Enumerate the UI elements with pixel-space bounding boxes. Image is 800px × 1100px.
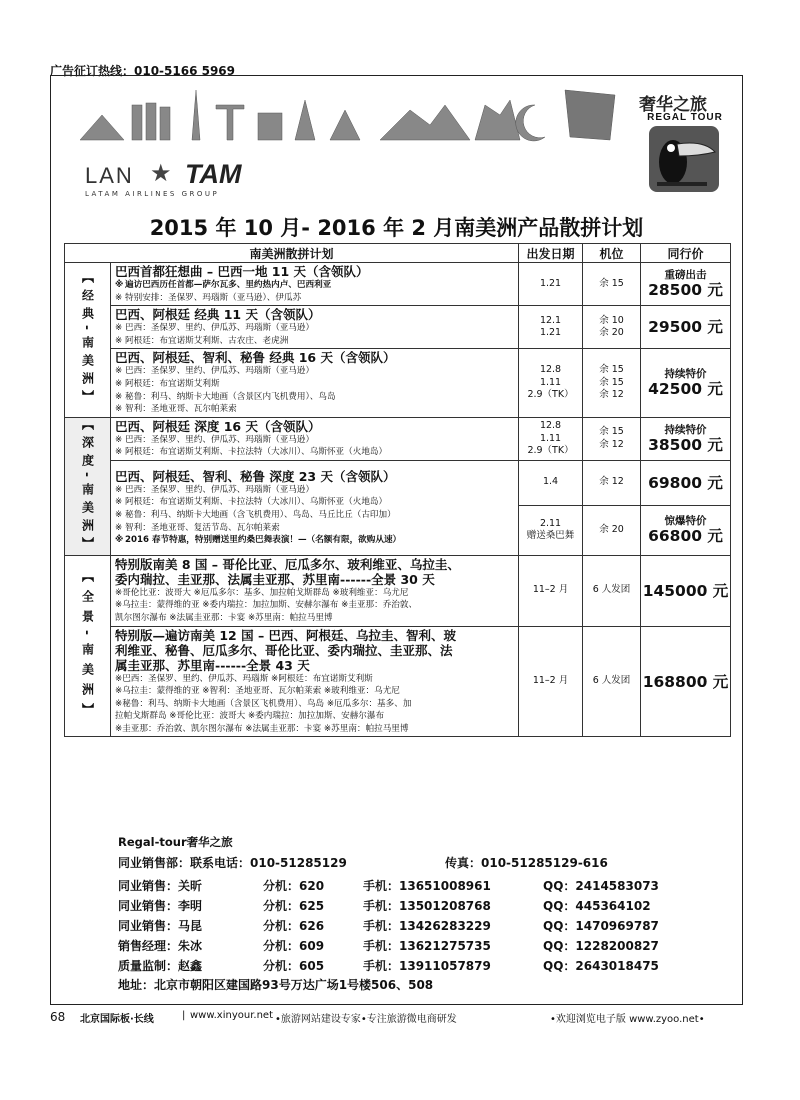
- brand-en: REGAL TOUR: [647, 112, 723, 123]
- departure-date: 1.21: [519, 263, 583, 306]
- category-deep: 【深度-南美洲】: [65, 417, 111, 555]
- table-row: [65, 417, 731, 460]
- departure-date: 11–2 月: [519, 626, 583, 737]
- company-name: Regal-tour奢华之旅: [118, 835, 233, 849]
- table-row: [65, 460, 731, 505]
- footer-ebook-link[interactable]: •欢迎浏览电子版 www.zyoo.net•: [550, 1014, 705, 1025]
- price-cell: 29500 元: [641, 306, 731, 349]
- tango-icon: [475, 100, 520, 140]
- star-icon: ★: [150, 159, 172, 187]
- col-header-date: 出发日期: [519, 244, 583, 263]
- product-desc: 巴西、阿根廷、智利、秘鲁 经典 16 天（含领队） ※ 巴西：圣保罗、里约、伊瓜苏、玛瑙斯（亚马逊） ※ 阿根廷：布宜诺斯艾利斯 ※ 秘鲁：利马、纳斯卡大地画（含景区内飞机费用）、鸟岛 ※ 智利：圣地亚哥、瓦尔帕莱索: [111, 349, 519, 417]
- dept-fax: 传真：010-51285129-616: [445, 856, 608, 870]
- magazine-name: 北京国际板·长线: [80, 1014, 154, 1025]
- christ-statue-icon: [216, 105, 244, 140]
- dept-phone: 同业销售部：联系电话：010-51285129: [118, 856, 347, 870]
- departure-date: 1.4: [519, 460, 583, 505]
- ad-hotline: 广告征订热线：010-5166 5969: [50, 64, 236, 78]
- cathedral-icon: [295, 100, 315, 140]
- pyramid-icon: [80, 115, 124, 140]
- price-cell: 168800 元: [641, 626, 731, 737]
- table-row: [65, 263, 731, 306]
- airline-logos: [85, 157, 285, 199]
- product-desc: 特别版—遍访南美 12 国 – 巴西、阿根廷、乌拉圭、智利、玻 利维亚、秘鲁、厄瓜多尔、哥伦比亚、委内瑞拉、圭亚那、法 属圭亚那、苏里南------全景 43 天 ※巴西：圣保罗、里约、伊瓜苏、玛瑙斯 ※阿根廷：布宜诺斯艾利斯 ※乌拉圭：蒙得维的亚 ※智利：圣地亚哥、瓦尔帕莱索 ※玻利维亚：乌尤尼 ※秘鲁：利马、纳斯卡大地画（含景区飞机费用）、鸟岛 ※厄瓜多尔：基多、加 拉帕戈斯群岛 ※哥伦比亚：波哥大 ※委内瑞拉：加拉加斯、安赫尔瀑布 ※圭亚那：乔治敦、凯尔图尔瀑布 ※法属圭亚那：卡宴 ※苏里南：帕拉马里博: [111, 626, 519, 737]
- seat-count: 余 20: [583, 505, 641, 555]
- footer-site-link[interactable]: www.xinyour.net: [190, 1010, 273, 1021]
- product-desc: 巴西首都狂想曲 – 巴西一地 11 天（含领队） ※ 遍访巴西历任首都—萨尔瓦多、里约热内卢、巴西利亚 ※ 特别安排：圣保罗、玛瑙斯（亚马逊）、伊瓜苏: [111, 263, 519, 306]
- flag-icon: [565, 90, 615, 140]
- seat-count: 6 人发团: [583, 626, 641, 737]
- departure-date: 12.8 1.11 2.9（TK）: [519, 417, 583, 460]
- price-cell: 145000 元: [641, 555, 731, 626]
- product-desc: 巴西、阿根廷、智利、秘鲁 深度 23 天（含领队） ※ 巴西：圣保罗、里约、伊瓜苏、玛瑙斯（亚马逊） ※ 阿根廷：布宜诺斯艾利斯、卡拉法特（大冰川）、乌斯怀亚（火地岛） ※ 秘鲁：利马、纳斯卡大地画（含飞机费用）、鸟岛、马丘比丘（古印加） ※ 智利：圣地亚哥、复活节岛、瓦尔帕莱索 ※ 2016 春节特惠，特别赠送里约桑巴舞表演！—（名额有限，欲购从速）: [111, 460, 519, 555]
- page-title: 2015 年 10 月- 2016 年 2 月南美洲产品散拼计划: [149, 216, 644, 240]
- price-cell: 惊爆特价 66800 元: [641, 505, 731, 555]
- address: 地址：北京市朝阳区建国路93号万达广场1号楼506、508: [118, 978, 434, 992]
- departure-date: 12.8 1.11 2.9（TK）: [519, 349, 583, 417]
- landmarks-banner: [80, 85, 620, 145]
- departure-date: 2.11 赠送桑巴舞: [519, 505, 583, 555]
- product-desc: 巴西、阿根廷 经典 11 天（含领队） ※ 巴西：圣保罗、里约、伊瓜苏、玛瑙斯（亚马逊） ※ 阿根廷：布宜诺斯艾利斯、古农庄、老虎洲: [111, 306, 519, 349]
- price-cell: 持续特价 38500 元: [641, 417, 731, 460]
- brand-cn: 奢华之旅: [639, 95, 707, 115]
- moai-icon: [132, 105, 142, 140]
- page-footer: [50, 1010, 743, 1026]
- col-header-seats: 机位: [583, 244, 641, 263]
- product-desc: 巴西、阿根廷 深度 16 天（含领队） ※ 巴西：圣保罗、里约、伊瓜苏、玛瑙斯（亚马逊） ※ 阿根廷：布宜诺斯艾利斯、卡拉法特（大冰川）、乌斯怀亚（火地岛）: [111, 417, 519, 460]
- departure-date: 11–2 月: [519, 555, 583, 626]
- product-desc: 特别版南美 8 国 – 哥伦比亚、厄瓜多尔、玻利维亚、乌拉圭、 委内瑞拉、圭亚那、法属圭亚那、苏里南------全景 30 天 ※哥伦比亚：波哥大 ※厄瓜多尔：基多、加拉帕戈斯群岛 ※玻利维亚：乌尤尼 ※乌拉圭：蒙得维的亚 ※委内瑞拉：加拉加斯、安赫尔瀑布 ※圭亚那：乔治敦、 凯尔图尔瀑布 ※法属圭亚那：卡宴 ※苏里南：帕拉马里博: [111, 555, 519, 626]
- table-row: [65, 349, 731, 417]
- table-row: [65, 555, 731, 626]
- table-row: [65, 626, 731, 737]
- footer-slogan: •旅游网站建设专家•专注旅游微电商研发: [275, 1014, 457, 1025]
- price-cell: 69800 元: [641, 460, 731, 505]
- lan-logo: LAN: [85, 163, 134, 188]
- crescent-icon: [516, 105, 545, 141]
- seat-count: 余 15 余 15 余 12: [583, 349, 641, 417]
- tam-logo: TAM: [185, 159, 242, 189]
- table-row: [65, 306, 731, 349]
- col-header-price: 同行价: [641, 244, 731, 263]
- col-header-plan: 南美洲散拼计划: [65, 244, 519, 263]
- latam-group-label: LATAM AIRLINES GROUP: [85, 190, 220, 198]
- price-cell: 持续特价 42500 元: [641, 349, 731, 417]
- toucan-icon: [649, 126, 719, 192]
- machu-picchu-icon: [380, 105, 470, 140]
- category-panorama: 【全景-南美洲】: [65, 555, 111, 737]
- price-cell: 重磅出击 28500 元: [641, 263, 731, 306]
- category-classic: 【经典-南美洲】: [65, 263, 111, 418]
- tour-table: [64, 243, 731, 737]
- page-number: 68: [50, 1010, 66, 1024]
- table-header: [65, 244, 731, 263]
- seat-count: 余 10 余 20: [583, 306, 641, 349]
- obelisk-icon: [192, 90, 200, 140]
- footer-divider: |: [182, 1010, 186, 1021]
- seat-count: 余 15 余 12: [583, 417, 641, 460]
- seat-count: 6 人发团: [583, 555, 641, 626]
- regal-tour-logo: [635, 86, 735, 196]
- departure-date: 12.1 1.21: [519, 306, 583, 349]
- seat-count: 余 12: [583, 460, 641, 505]
- seat-count: 余 15: [583, 263, 641, 306]
